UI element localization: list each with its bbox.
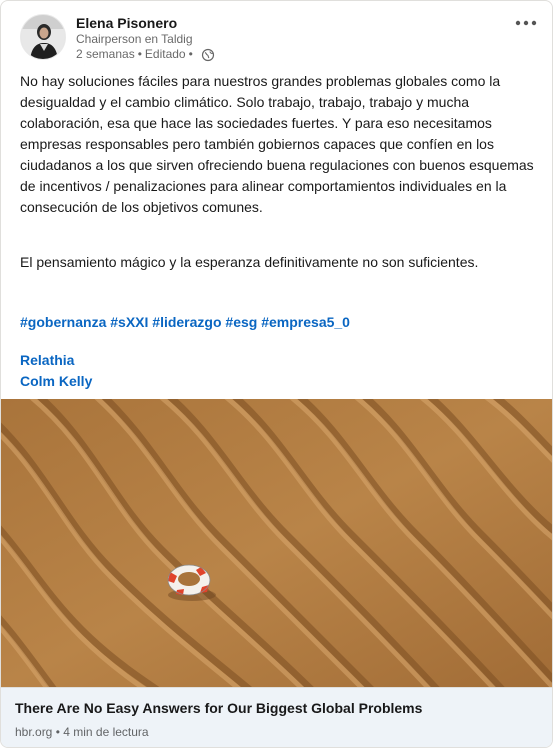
edited-label: Editado	[144, 47, 186, 61]
article-image[interactable]	[1, 399, 553, 687]
post-header	[1, 1, 552, 71]
hashtag-list	[20, 312, 350, 333]
mention-link[interactable]: Relathia	[20, 352, 75, 368]
more-options-button[interactable]	[512, 11, 540, 35]
meta-separator-2: •	[188, 47, 193, 61]
hashtag-link[interactable]: #gobernanza	[20, 314, 107, 330]
more-options-icon	[515, 20, 537, 26]
hashtag-link[interactable]: #esg	[225, 314, 258, 330]
article-title[interactable]: There Are No Easy Answers for Our Biggest Global Problems	[15, 700, 423, 716]
hashtag-link[interactable]: #empresa5_0	[261, 314, 350, 330]
hashtag-link[interactable]: #sXXI	[110, 314, 149, 330]
post-time: 2 semanas	[76, 47, 135, 61]
article-link-preview[interactable]	[1, 687, 553, 748]
post-text	[20, 71, 535, 218]
post-meta	[76, 47, 215, 62]
meta-separator: •	[137, 47, 142, 61]
hashtag-link[interactable]: #liderazgo	[152, 314, 222, 330]
author-name[interactable]: Elena Pisonero	[76, 15, 178, 31]
article-meta: hbr.org • 4 min de lectura	[15, 725, 149, 739]
mention-link[interactable]: Colm Kelly	[20, 373, 93, 389]
globe-icon	[201, 48, 215, 62]
author-avatar[interactable]	[20, 14, 66, 60]
avatar-photo	[21, 15, 66, 60]
author-headline: Chairperson en Taldig	[76, 32, 193, 46]
desert-dunes-image	[1, 399, 553, 687]
post-paragraph-2: El pensamiento mágico y la esperanza definitivamente no son suficientes.	[20, 254, 479, 270]
post-paragraph-1: No hay soluciones fáciles para nuestros grandes problemas globales como la desigualdad y el cambio climático. Solo trabajo, trabajo, trabajo y mucha colaboración, esa que hace las sociedades fuertes. Y para eso necesitamos empresas responsables pero también gobiernos capaces que confíen en los ciudadanos a los que sirven ofreciendo buena regulaciones con buenos esquemas de incentivos / penalizaciones para alinear comportamientos individuales en la consecución de los objetivos comunes.	[20, 73, 534, 215]
